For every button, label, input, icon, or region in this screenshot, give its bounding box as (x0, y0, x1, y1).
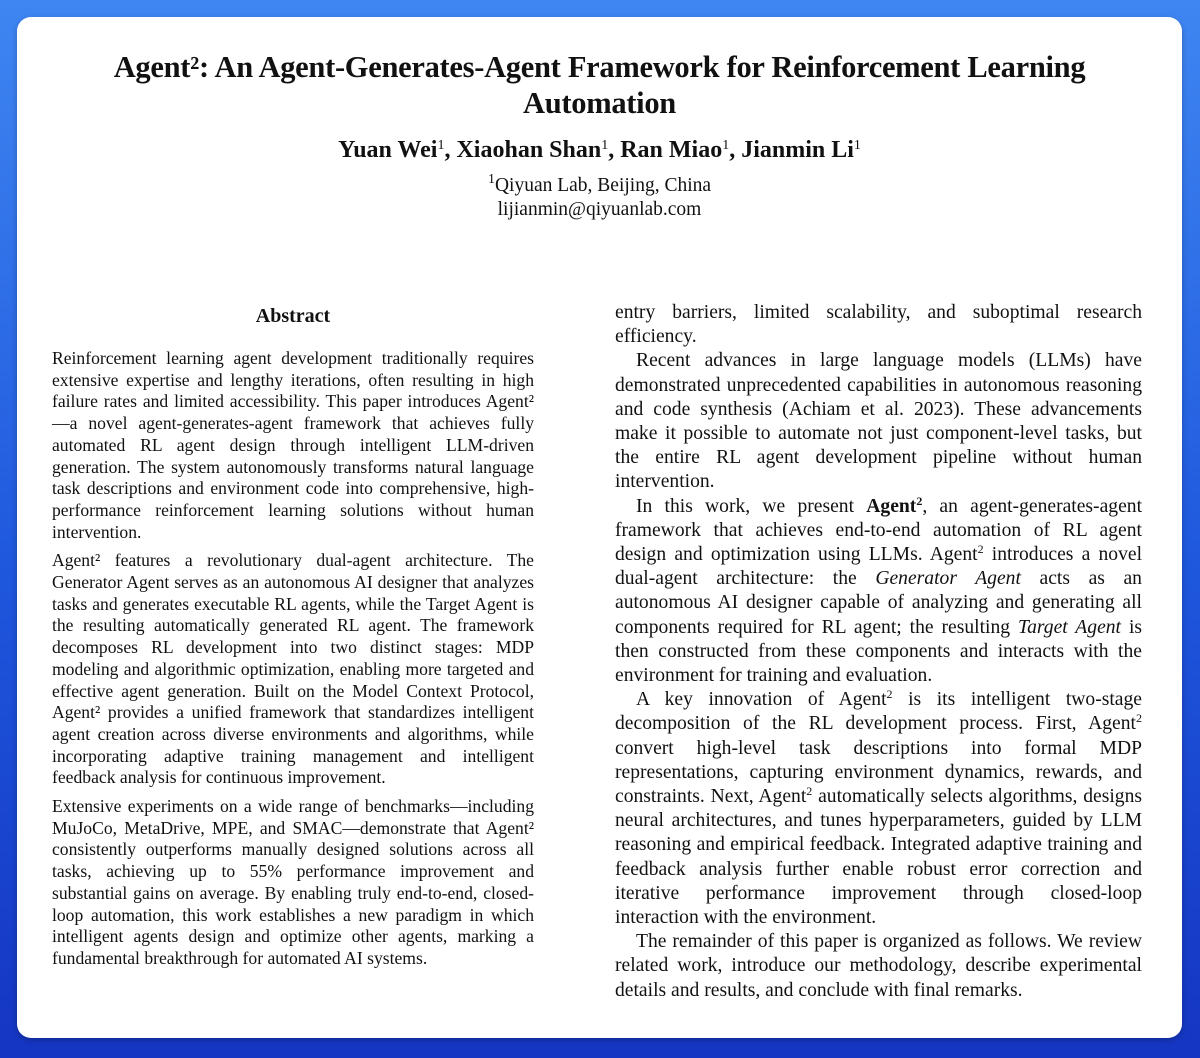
intro-paragraph: entry barriers, limited scalability, and suboptimal research efficiency. (615, 302, 1142, 348)
introduction-column (615, 301, 1142, 1003)
abstract-paragraph: Reinforcement learning agent development traditionally requires extensive expertise and lengthy iterations, often resulting in high failure rates and limited accessibility. This paper introduces Agent²—a novel agent-generates-agent framework that achieves fully automated RL agent design through intelligent LLM-driven generation. The system autonomously transforms natural language task descriptions and environment code into comprehensive, high-performance reinforcement learning solutions without human intervention. (52, 348, 534, 542)
author-separator: , (729, 137, 742, 163)
intro-text: acts as an autonomous AI designer capable of analyzing and generating all components required for RL agent; the resulting (615, 568, 1142, 638)
affiliation-text: Qiyuan Lab, Beijing, China (494, 175, 712, 196)
affiliation-block (17, 174, 1182, 222)
author-affiliation-marker: 1 (853, 138, 861, 153)
author-name: Ran Miao (620, 137, 723, 163)
intro-paragraph (615, 495, 1142, 689)
intro-text: A key innovation of Agent (636, 689, 887, 711)
author-list (17, 135, 1182, 165)
superscript: 2 (1136, 711, 1142, 726)
superscript: 2 (916, 493, 923, 508)
author-name: Yuan Wei (338, 137, 438, 163)
intro-text: , an agent-generates-agent framework that achieves end-to-end automation of RL agent design and optimization using LLMs. Agent (615, 495, 1143, 566)
abstract-column (52, 301, 534, 977)
author-affiliation-marker: 1 (601, 138, 609, 153)
affiliation-marker: 1 (487, 172, 495, 187)
paper-page (17, 17, 1182, 1038)
intro-paragraph: The remainder of this paper is organized as follows. We review related work, introduce our methodology, describe experimental details and results, and conclude with final remarks. (615, 931, 1142, 1001)
superscript: 2 (806, 784, 813, 799)
intro-text: introduces a novel dual-agent architecture: the (615, 544, 1143, 590)
framework-name (866, 493, 923, 517)
intro-paragraph (615, 688, 1142, 930)
intro-text: automatically selects algorithms, designs neural architectures, and tunes hyperparameters, guided by LLM reasoning and empirical feedback. Integrated adaptive training and feedback analysis further enable robust error correction and iterative performance improvement through closed-loop interaction with the environment. (615, 786, 1142, 929)
affiliation (17, 174, 1182, 198)
intro-paragraph: Recent advances in large language models (LLMs) have demonstrated unprecedented capabilities in autonomous reasoning and code synthesis (Achiam et al. 2023). These advancements make it possible to automate not just component-level tasks, but the entire RL agent development pipeline without human intervention. (615, 350, 1142, 493)
abstract-heading: Abstract (255, 305, 331, 327)
paper-title: Agent²: An Agent-Generates-Agent Framework for Reinforcement Learning Automation (113, 50, 1086, 120)
intro-text: is then constructed from these components and interacts with the environment for training and evaluation. (615, 616, 1143, 687)
author-affiliation-marker: 1 (437, 138, 445, 153)
superscript: 2 (886, 687, 893, 702)
author-separator: , (608, 137, 621, 163)
author-affiliation-marker: 1 (722, 138, 730, 153)
target-agent-term: Target Agent (1018, 616, 1122, 638)
author-name: Jianmin Li (741, 137, 854, 163)
abstract-paragraph: Agent² features a revolutionary dual-agent architecture. The Generator Agent serves as an autonomous AI designer that analyzes tasks and generates executable RL agents, while the Target Agent is the resulting automatically generated RL agent. The framework decomposes RL development into two distinct stages: MDP modeling and algorithmic optimization, enabling more targeted and effective agent generation. Built on the Model Context Protocol, Agent² provides a unified framework that standardizes intelligent agent creation across diverse environments and algorithms, while incorporating adaptive training management and intelligent feedback analysis for continuous improvement. (52, 550, 534, 788)
intro-text: is its intelligent two-stage decomposition of the RL development process. First, Agent (615, 689, 1142, 735)
superscript: 2 (977, 542, 984, 557)
contact-email: lijianmin@qiyuanlab.com (497, 199, 702, 220)
author-name: Xiaohan Shan (456, 137, 602, 163)
intro-text: In this work, we present (636, 495, 867, 517)
framework-name-text: Agent (866, 495, 917, 517)
abstract-paragraph: Extensive experiments on a wide range of benchmarks—including MuJoCo, MetaDrive, MPE, and SMAC—demonstrate that Agent² consistently outperforms manually designed solutions across all tasks, achieving up to 55% performance improvement and substantial gains on average. By enabling truly end-to-end, closed-loop automation, this work establishes a new paradigm in which intelligent agents design and optimize other agents, marking a fundamental breakthrough for automated AI systems. (52, 796, 534, 968)
intro-text: convert high-level task descriptions into formal MDP representations, capturing environment dynamics, rewards, and constraints. Next, Agent (615, 737, 1142, 808)
generator-agent-term: Generator Agent (875, 568, 1021, 590)
author-separator: , (444, 137, 457, 163)
